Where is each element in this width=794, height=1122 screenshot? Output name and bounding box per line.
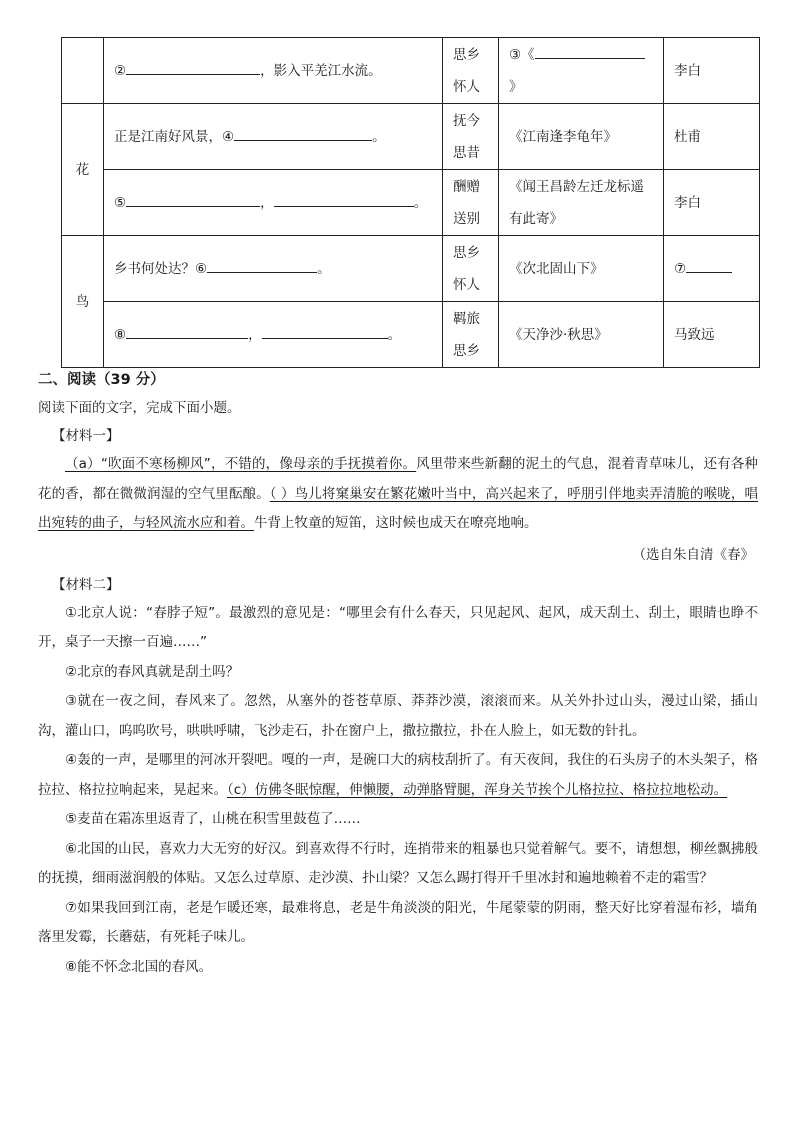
theme-cell: 思乡怀人 xyxy=(443,38,499,104)
answer-blank[interactable] xyxy=(686,258,732,273)
author-cell: 李白 xyxy=(664,38,760,104)
material-2-label: 【材料二】 xyxy=(52,576,120,593)
paragraph-2: ②北京的春风真就是刮土吗？ xyxy=(65,663,240,680)
section-heading: 二、阅读（39 分） xyxy=(38,372,165,388)
title-cell: 《次北固山下》 xyxy=(499,236,664,302)
title-cell: 《闻王昌龄左迁龙标遥有此寄》 xyxy=(499,170,664,236)
category-cell: 花 xyxy=(62,104,104,236)
author-cell: 马致远 xyxy=(664,302,760,368)
reading-section xyxy=(38,366,758,982)
verse-cell: ② ，影入平羌江水流。 xyxy=(104,38,443,104)
material-1-text: （a）“吹面不寒杨柳风”，不错的，像母亲的手抚摸着你。风里带来些新翻的泥土的气息，混着青草味儿，还有各种花的香，都在微微润湿的空气里酝酿。（ ）鸟儿将窠巢安在繁花嫩叶当中，高兴起来了，呼朋引伴地卖弄清脆的喉咙，唱出宛转的曲子，与轻风流水应和着。牛背上牧童的短笛，这时候也成天在嘹亮地响。 xyxy=(38,456,759,531)
paragraph-6: ⑥北国的山民，喜欢力大无穷的好汉。到喜欢得不行时，连捎带来的粗暴也只觉着解气。要不，请想想，柳丝飘拂般的抚摸，细雨滋润般的体贴。又怎么过草原、走沙漠、扑山梁？又怎么踢打得开千里冰封和遍地赖着不走的霜雪？ xyxy=(38,840,758,886)
material-1-label: 【材料一】 xyxy=(52,428,120,444)
paragraph-1: ①北京人说：“春脖子短”。最激烈的意见是：“哪里会有什么春天，只见起风、起风，成天刮土、刮土，眼睛也睁不开，桌子一天擦一百遍……” xyxy=(38,604,758,650)
paragraph-5: ⑤麦苗在霜冻里返青了，山桃在积雪里鼓苞了…… xyxy=(65,811,361,827)
underlined-sentence-c: （c）仿佛冬眠惊醒，伸懒腰，动弹胳臂腿，浑身关节挨个儿格拉拉、格拉拉地松动。 xyxy=(227,781,728,798)
verse-cell: 乡书何处达？⑥ 。 xyxy=(104,236,443,302)
verse-cell: 正是江南好风景，④ 。 xyxy=(104,104,443,170)
verse-cell: ⑤ ， 。 xyxy=(104,170,443,236)
table-row xyxy=(62,236,760,302)
author-cell: ⑦ xyxy=(664,236,760,302)
answer-blank[interactable] xyxy=(126,192,260,207)
paragraph-4: ④轰的一声，是哪里的河冰开裂吧。嘎的一声，是碗口大的病枝刮折了。有天夜间，我住的石头房子的木头架子，格拉拉、格拉拉响起来，晃起来。（c）仿佛冬眠惊醒，伸懒腰，动弹胳臂腿，浑身关节挨个儿格拉拉、格拉拉地松动。 xyxy=(38,752,758,798)
paragraph-7: ⑦如果我回到江南，老是乍暖还寒，最难将息，老是牛角淡淡的阳光，牛尾蒙蒙的阴雨，整天好比穿着湿布衫，墙角落里发霉，长蘑菇，有死耗子味儿。 xyxy=(38,899,758,945)
author-cell: 李白 xyxy=(664,170,760,236)
answer-blank[interactable] xyxy=(207,258,317,273)
answer-blank[interactable] xyxy=(126,324,248,339)
theme-cell: 抚今思昔 xyxy=(443,104,499,170)
instruction: 阅读下面的文字，完成下面小题。 xyxy=(38,400,241,416)
theme-cell: 酬赠送别 xyxy=(443,170,499,236)
answer-blank[interactable] xyxy=(535,44,645,59)
category-cell: 鸟 xyxy=(62,236,104,368)
title-cell: 《天净沙·秋思》 xyxy=(499,302,664,368)
author-cell: 杜甫 xyxy=(664,104,760,170)
underlined-sentence-a: （a）“吹面不寒杨柳风”，不错的，像母亲的手抚摸着你。 xyxy=(65,456,417,472)
theme-cell: 羁旅思乡 xyxy=(443,302,499,368)
answer-blank[interactable] xyxy=(126,60,260,75)
answer-blank[interactable] xyxy=(234,126,372,141)
answer-blank[interactable] xyxy=(274,192,414,207)
material-1-source: （选自朱自清《春》 xyxy=(632,546,754,563)
theme-cell: 思乡怀人 xyxy=(443,236,499,302)
poem-table xyxy=(61,37,760,368)
underlined-sentence-b: （ ）鸟儿将窠巢安在繁花嫩叶当中，高兴起来了，呼朋引伴地卖弄清脆的喉咙，唱出宛转的曲子，与轻风流水应和着。 xyxy=(38,485,759,531)
table-row xyxy=(62,302,760,368)
table-row xyxy=(62,170,760,236)
paragraph-8: ⑧能不怀念北国的春风。 xyxy=(65,958,213,975)
title-cell: ③《》 xyxy=(499,38,664,104)
answer-blank[interactable] xyxy=(262,324,388,339)
verse-cell: ⑧ ， 。 xyxy=(104,302,443,368)
paragraph-3: ③就在一夜之间，春风来了。忽然，从塞外的苍苍草原、莽莽沙漠，滚滚而来。从关外扑过山头，漫过山梁，插山沟，灌山口，呜呜吹号，哄哄呼啸，飞沙走石，扑在窗户上，撒拉撒拉，扑在人脸上，如无数的针扎。 xyxy=(38,693,758,739)
title-cell: 《江南逢李龟年》 xyxy=(499,104,664,170)
table-row xyxy=(62,104,760,170)
table-row xyxy=(62,38,760,104)
category-cell xyxy=(62,38,104,104)
